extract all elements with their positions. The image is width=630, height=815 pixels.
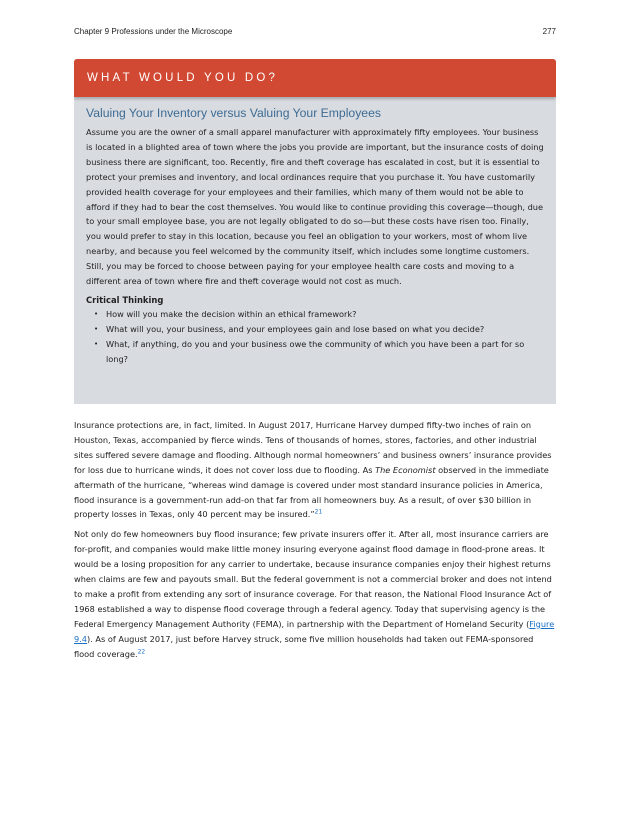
publication-title: The Economist — [375, 464, 436, 475]
figure-link[interactable]: Figure 9.4 — [74, 618, 555, 644]
feature-subtitle: Valuing Your Inventory versus Valuing Your Employees — [86, 106, 381, 120]
critical-thinking-questions — [86, 307, 544, 367]
paragraph-text: Not only do few homeowners buy flood insurance; few private insurers offer it. After all, most insurance carriers are for-profit, and companies would make little money insuring everyone against flood damage in flood-prone areas. It would be a losing proposition for any carrier to undertake, because insurance companies enjoy their highest returns when claims are few and payouts small. But the federal government is not a commercial broker and does not intend to make a profit from extending any sort of insurance coverage. For that reason, the National Flood Insurance Act of 1968 established a way to dispense flood coverage through a federal agency. Today that supervising agency is the Federal Emergency Management Authority (FEMA), in partnership with the Department of Homeland Security ( — [74, 529, 552, 629]
feature-banner-title: WHAT WOULD YOU DO? — [87, 72, 279, 84]
body-text — [74, 418, 556, 667]
footnote-ref-21[interactable]: 21 — [314, 508, 323, 516]
page-header — [74, 25, 556, 37]
feature-paragraph: Assume you are the owner of a small apparel manufacturer with approximately fifty employees. Your business is located in a blighted area of town where the jobs you provide are important, but the insurance costs of doing business there are significant, too. Recently, fire and theft coverage has escalated in cost, but it is essential to protect your premises and inventory, and local ordinances require that you purchase it. You have customarily provided health coverage for your employees and their families, which many of them would not be able to afford if they had to bear the cost themselves. You would like to continue providing this coverage—though, due to your small employee base, you are not legally obligated to do so—but these costs have risen too. Finally, you would prefer to stay in this location, because you feel an obligation to your workers, most of whom live nearby, and because you feel welcomed by the community itself, which includes some longtime customers. Still, you may be forced to choose between paying for your employee health care costs and moving to a different area of town where fire and theft coverage would not cost as much. — [86, 127, 544, 287]
what-would-you-do-feature — [74, 59, 556, 404]
critical-thinking-heading: Critical Thinking — [86, 294, 164, 305]
question-text: What, if anything, do you and your business owe the community of which you have been a part for so long? — [106, 338, 525, 364]
question-text: What will you, your business, and your employees gain and lose based on what you decide? — [106, 323, 485, 334]
footnote-ref-22[interactable]: 22 — [137, 647, 146, 655]
bullet-icon: • — [94, 324, 99, 333]
feature-content — [74, 97, 556, 367]
question-item — [94, 337, 544, 367]
paragraph-text: ). As of August 2017, just before Harvey struck, some five million households had taken out FEMA-sponsored flood coverage. — [74, 633, 534, 659]
question-item — [94, 307, 544, 322]
question-text: How will you make the decision within an ethical framework? — [106, 308, 357, 319]
paragraph-text: observed in the immediate aftermath of the hurricane, “whereas wind damage is covered under most standard insurance policies in America, flood insurance is a government-run add-on that far from all homeowners buy. As a result, of over $30 billion in property losses in Texas, only 40 percent may be insured.” — [74, 464, 549, 520]
body-paragraph-2 — [74, 527, 556, 661]
bullet-icon: • — [94, 339, 99, 348]
bullet-icon: • — [94, 309, 99, 318]
body-paragraph-1 — [74, 418, 556, 522]
feature-banner — [74, 59, 556, 97]
paragraph-text: Insurance protections are, in fact, limited. In August 2017, Hurricane Harvey dumped fifty-two inches of rain on Houston, Texas, accompanied by fierce winds. Tens of thousands of homes, stores, factories, and other industrial sites suffered severe damage and flooding. Although normal homeowners’ and business owners’ insurance provides for loss due to hurricane winds, it does not cover loss due to flooding. As — [74, 420, 552, 475]
question-item — [94, 322, 544, 337]
page-number: 277 — [542, 26, 556, 36]
chapter-title: Chapter 9 Professions under the Microscope — [74, 26, 233, 36]
